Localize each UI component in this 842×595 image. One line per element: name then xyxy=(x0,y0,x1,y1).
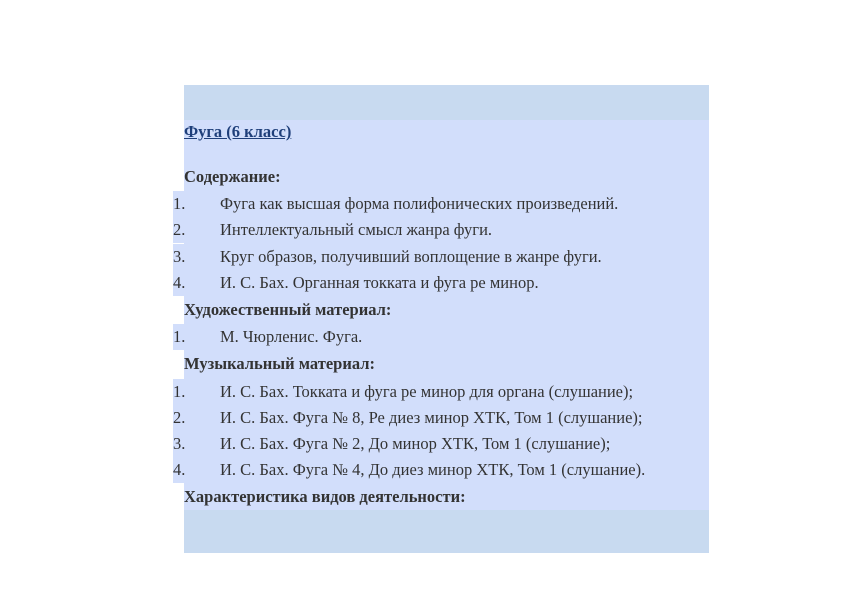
list-item-text: И. С. Бах. Органная токката и фуга ре минор. xyxy=(220,273,539,292)
section-heading-music-material: Музыкальный материал: xyxy=(184,354,375,373)
list-item-text: И. С. Бах. Фуга № 8, Ре диез минор ХТК, Том 1 (слушание); xyxy=(220,408,643,427)
header-band xyxy=(184,85,709,120)
list-item xyxy=(173,379,709,405)
list-item-text: М. Чюрленис. Фуга. xyxy=(220,327,363,346)
list-number: 1. xyxy=(173,382,186,401)
list-item-text: И. С. Бах. Фуга № 4, До диез минор ХТК, Том 1 (слушание). xyxy=(220,460,646,479)
section-heading-art-material: Художественный материал: xyxy=(184,300,392,319)
list-item xyxy=(173,324,709,350)
list-number: 3. xyxy=(173,434,186,453)
list-number: 1. xyxy=(173,194,186,213)
list-item xyxy=(173,217,709,243)
list-number: 4. xyxy=(173,273,186,292)
section-heading-activities: Характеристика видов деятельности: xyxy=(184,487,466,506)
list-item-text: Интеллектуальный смысл жанра фуги. xyxy=(220,220,493,239)
list-item xyxy=(173,405,709,431)
list-number: 1. xyxy=(173,327,186,346)
list-item-text: И. С. Бах. Токката и фуга ре минор для органа (слушание); xyxy=(220,382,634,401)
list-item xyxy=(173,457,709,483)
list-number: 2. xyxy=(173,408,186,427)
list-number: 3. xyxy=(173,247,186,266)
list-item xyxy=(173,270,709,296)
list-item-text: Фуга как высшая форма полифонических произведений. xyxy=(220,194,619,213)
list-number: 2. xyxy=(173,220,186,239)
list-number: 4. xyxy=(173,460,186,479)
list-item xyxy=(173,191,709,217)
section-heading-content: Содержание: xyxy=(184,167,281,186)
document-title[interactable]: Фуга (6 класс) xyxy=(184,122,292,141)
footer-band xyxy=(184,510,709,553)
list-item xyxy=(173,431,709,457)
list-item-text: Круг образов, получивший воплощение в жанре фуги. xyxy=(220,247,602,266)
list-item-text: И. С. Бах. Фуга № 2, До минор ХТК, Том 1 (слушание); xyxy=(220,434,611,453)
list-item xyxy=(173,244,709,270)
